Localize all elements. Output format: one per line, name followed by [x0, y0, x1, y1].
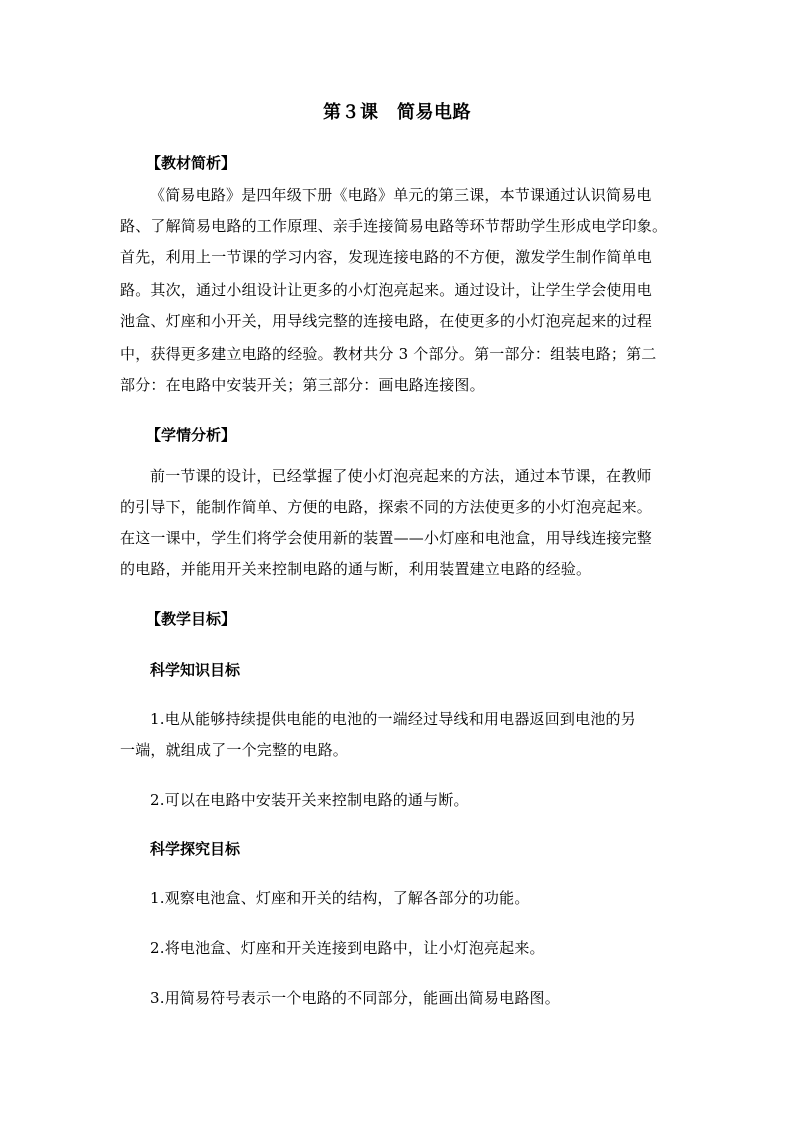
paragraph-line: 在这一课中，学生们将学会使用新的装置——小灯座和电池盒，用导线连接完整 [120, 529, 653, 547]
goal-item: 2.可以在电路中安装开关来控制电路的通与断。 [150, 791, 469, 809]
paragraph-line: 池盒、灯座和小开关，用导线完整的连接电路，在使更多的小灯泡亮起来的过程 [120, 312, 653, 330]
subheading-inquiry-goals: 科学探究目标 [150, 840, 241, 858]
paragraph-line: 首先，利用上一节课的学习内容，发现连接电路的不方便，激发学生制作简单电 [120, 248, 653, 266]
goal-item: 1.观察电池盒、灯座和开关的结构，了解各部分的功能。 [150, 889, 530, 907]
paragraph-line: 的电路，并能用开关来控制电路的通与断，利用装置建立电路的经验。 [120, 560, 592, 578]
lesson-title: 第３课 简易电路 [323, 102, 471, 123]
goal-item: 2.将电池盒、灯座和开关连接到电路中，让小灯泡亮起来。 [150, 939, 545, 957]
paragraph-line: 路、了解简易电路的工作原理、亲手连接简易电路等环节帮助学生形成电学印象。 [120, 217, 668, 235]
goal-item-continuation: 一端，就组成了一个完整的电路。 [120, 741, 349, 759]
goal-item: 1.电从能够持续提供电能的电池的一端经过导线和用电器返回到电池的另 [150, 710, 636, 728]
paragraph-line: 中，获得更多建立电路的经验。教材共分 3 个部分。第一部分：组装电路；第二 [120, 345, 657, 363]
section-heading-analysis: 【教材简析】 [146, 154, 237, 172]
paragraph-line: 前一节课的设计，已经掌握了使小灯泡亮起来的方法，通过本节课，在教师 [150, 467, 652, 485]
paragraph-line: 部分：在电路中安装开关；第三部分：画电路连接图。 [120, 376, 485, 394]
paragraph-line: 的引导下，能制作简单、方便的电路，探索不同的方法使更多的小灯泡亮起来。 [120, 498, 653, 516]
section-heading-students: 【学情分析】 [146, 426, 237, 444]
goal-item: 3.用简易符号表示一个电路的不同部分，能画出简易电路图。 [150, 989, 560, 1007]
section-heading-goals: 【教学目标】 [146, 610, 237, 628]
paragraph-line: 《简易电路》是四年级下册《电路》单元的第三课，本节课通过认识简易电 [150, 186, 652, 204]
paragraph-line: 路。其次，通过小组设计让更多的小灯泡亮起来。通过设计，让学生学会使用电 [120, 281, 653, 299]
subheading-knowledge-goals: 科学知识目标 [150, 661, 241, 679]
